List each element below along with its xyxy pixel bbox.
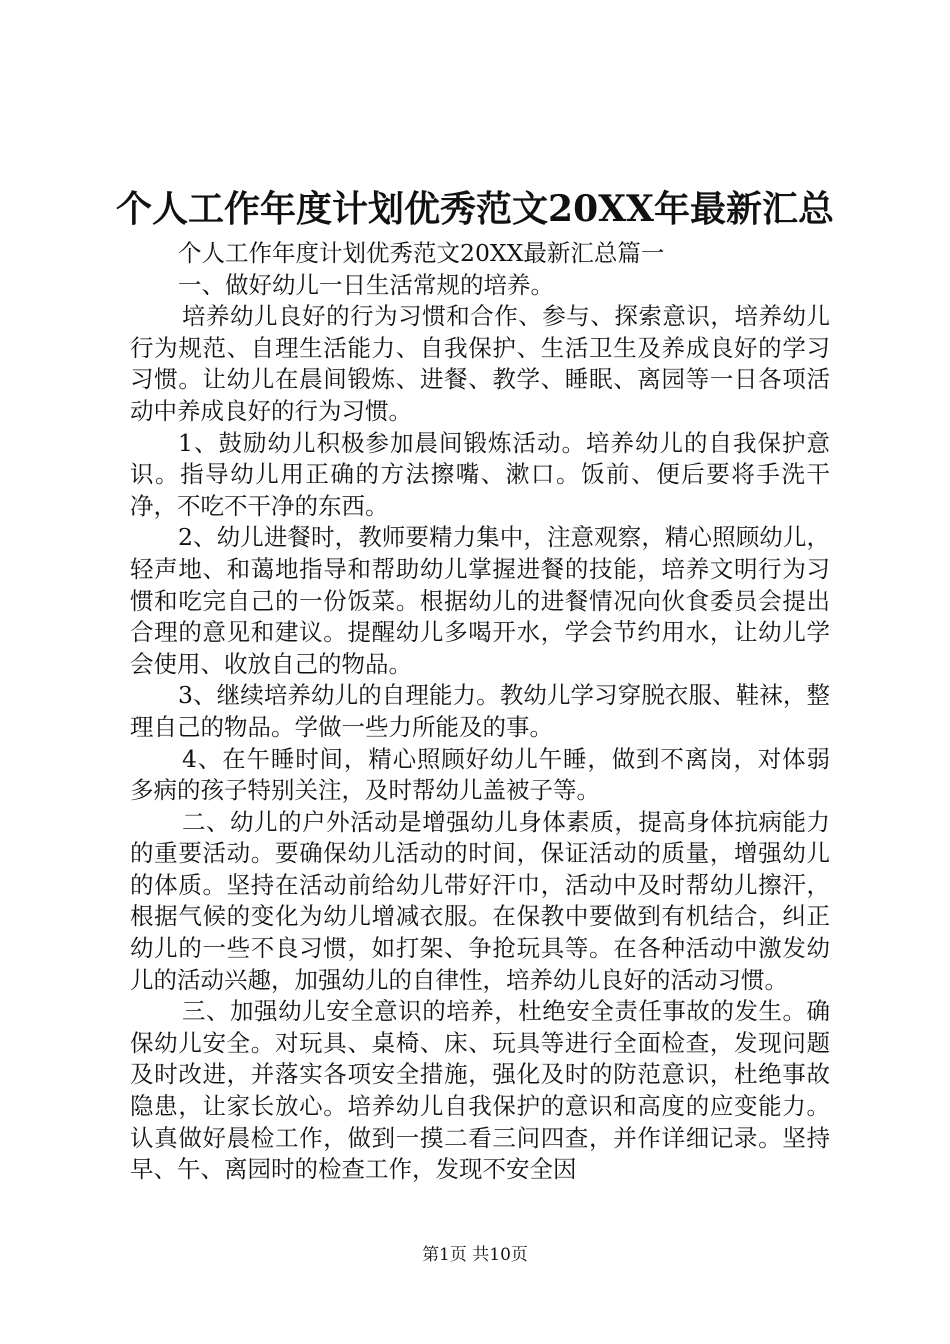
document-body	[130, 238, 830, 1186]
paragraph: 3、继续培养幼儿的自理能力。教幼儿学习穿脱衣服、鞋袜，整理自己的物品。学做一些力所能及的事。	[130, 681, 830, 741]
paragraph: 1、鼓励幼儿积极参加晨间锻炼活动。培养幼儿的自我保护意识。指导幼儿用正确的方法擦嘴、漱口。饭前、便后要将手洗干净，不吃不干净的东西。	[130, 428, 830, 520]
paragraph: 培养幼儿良好的行为习惯和合作、参与、探索意识，培养幼儿行为规范、自理生活能力、自我保护、生活卫生及养成良好的学习习惯。让幼儿在晨间锻炼、进餐、教学、睡眠、离园等一日各项活动中养成良好的行为习惯。	[130, 302, 830, 425]
paragraph-heading-3: 三、加强幼儿安全意识的培养，杜绝安全责任事故的发生。确保幼儿安全。对玩具、桌椅、床、玩具等进行全面检查，发现问题及时改进，并落实各项安全措施，强化及时的防范意识，杜绝事故隐患，让家长放心。培养幼儿自我保护的意识和高度的应变能力。认真做好晨检工作，做到一摸二看三问四查，并作详细记录。坚持早、午、离园时的检查工作，发现不安全因	[130, 997, 830, 1184]
paragraph: 2、幼儿进餐时，教师要精力集中，注意观察，精心照顾幼儿，轻声地、和蔼地指导和帮助幼儿掌握进餐的技能，培养文明行为习惯和吃完自己的一份饭菜。根据幼儿的进餐情况向伙食委员会提出合理的意见和建议。提醒幼儿多喝开水，学会节约用水，让幼儿学会使用、收放自己的物品。	[130, 523, 830, 678]
paragraph-heading-1: 一、做好幼儿一日生活常规的培养。	[178, 270, 554, 299]
document-title: 个人工作年度计划优秀范文20XX年最新汇总	[116, 188, 834, 230]
page-footer: 第1页 共10页	[422, 1245, 528, 1265]
paragraph-heading-2: 二、幼儿的户外活动是增强幼儿身体素质，提高身体抗病能力的重要活动。要确保幼儿活动的时间，保证活动的质量，增强幼儿的体质。坚持在活动前给幼儿带好汗巾，活动中及时帮幼儿擦汗，根据气候的变化为幼儿增减衣服。在保教中要做到有机结合，纠正幼儿的一些不良习惯，如打架、争抢玩具等。在各种活动中激发幼儿的活动兴趣，加强幼儿的自律性，培养幼儿良好的活动习惯。	[130, 807, 830, 994]
paragraph: 4、在午睡时间，精心照顾好幼儿午睡，做到不离岗，对体弱多病的孩子特别关注，及时帮幼儿盖被子等。	[130, 744, 830, 805]
paragraph-subtitle: 个人工作年度计划优秀范文20XX最新汇总篇一	[178, 239, 665, 267]
